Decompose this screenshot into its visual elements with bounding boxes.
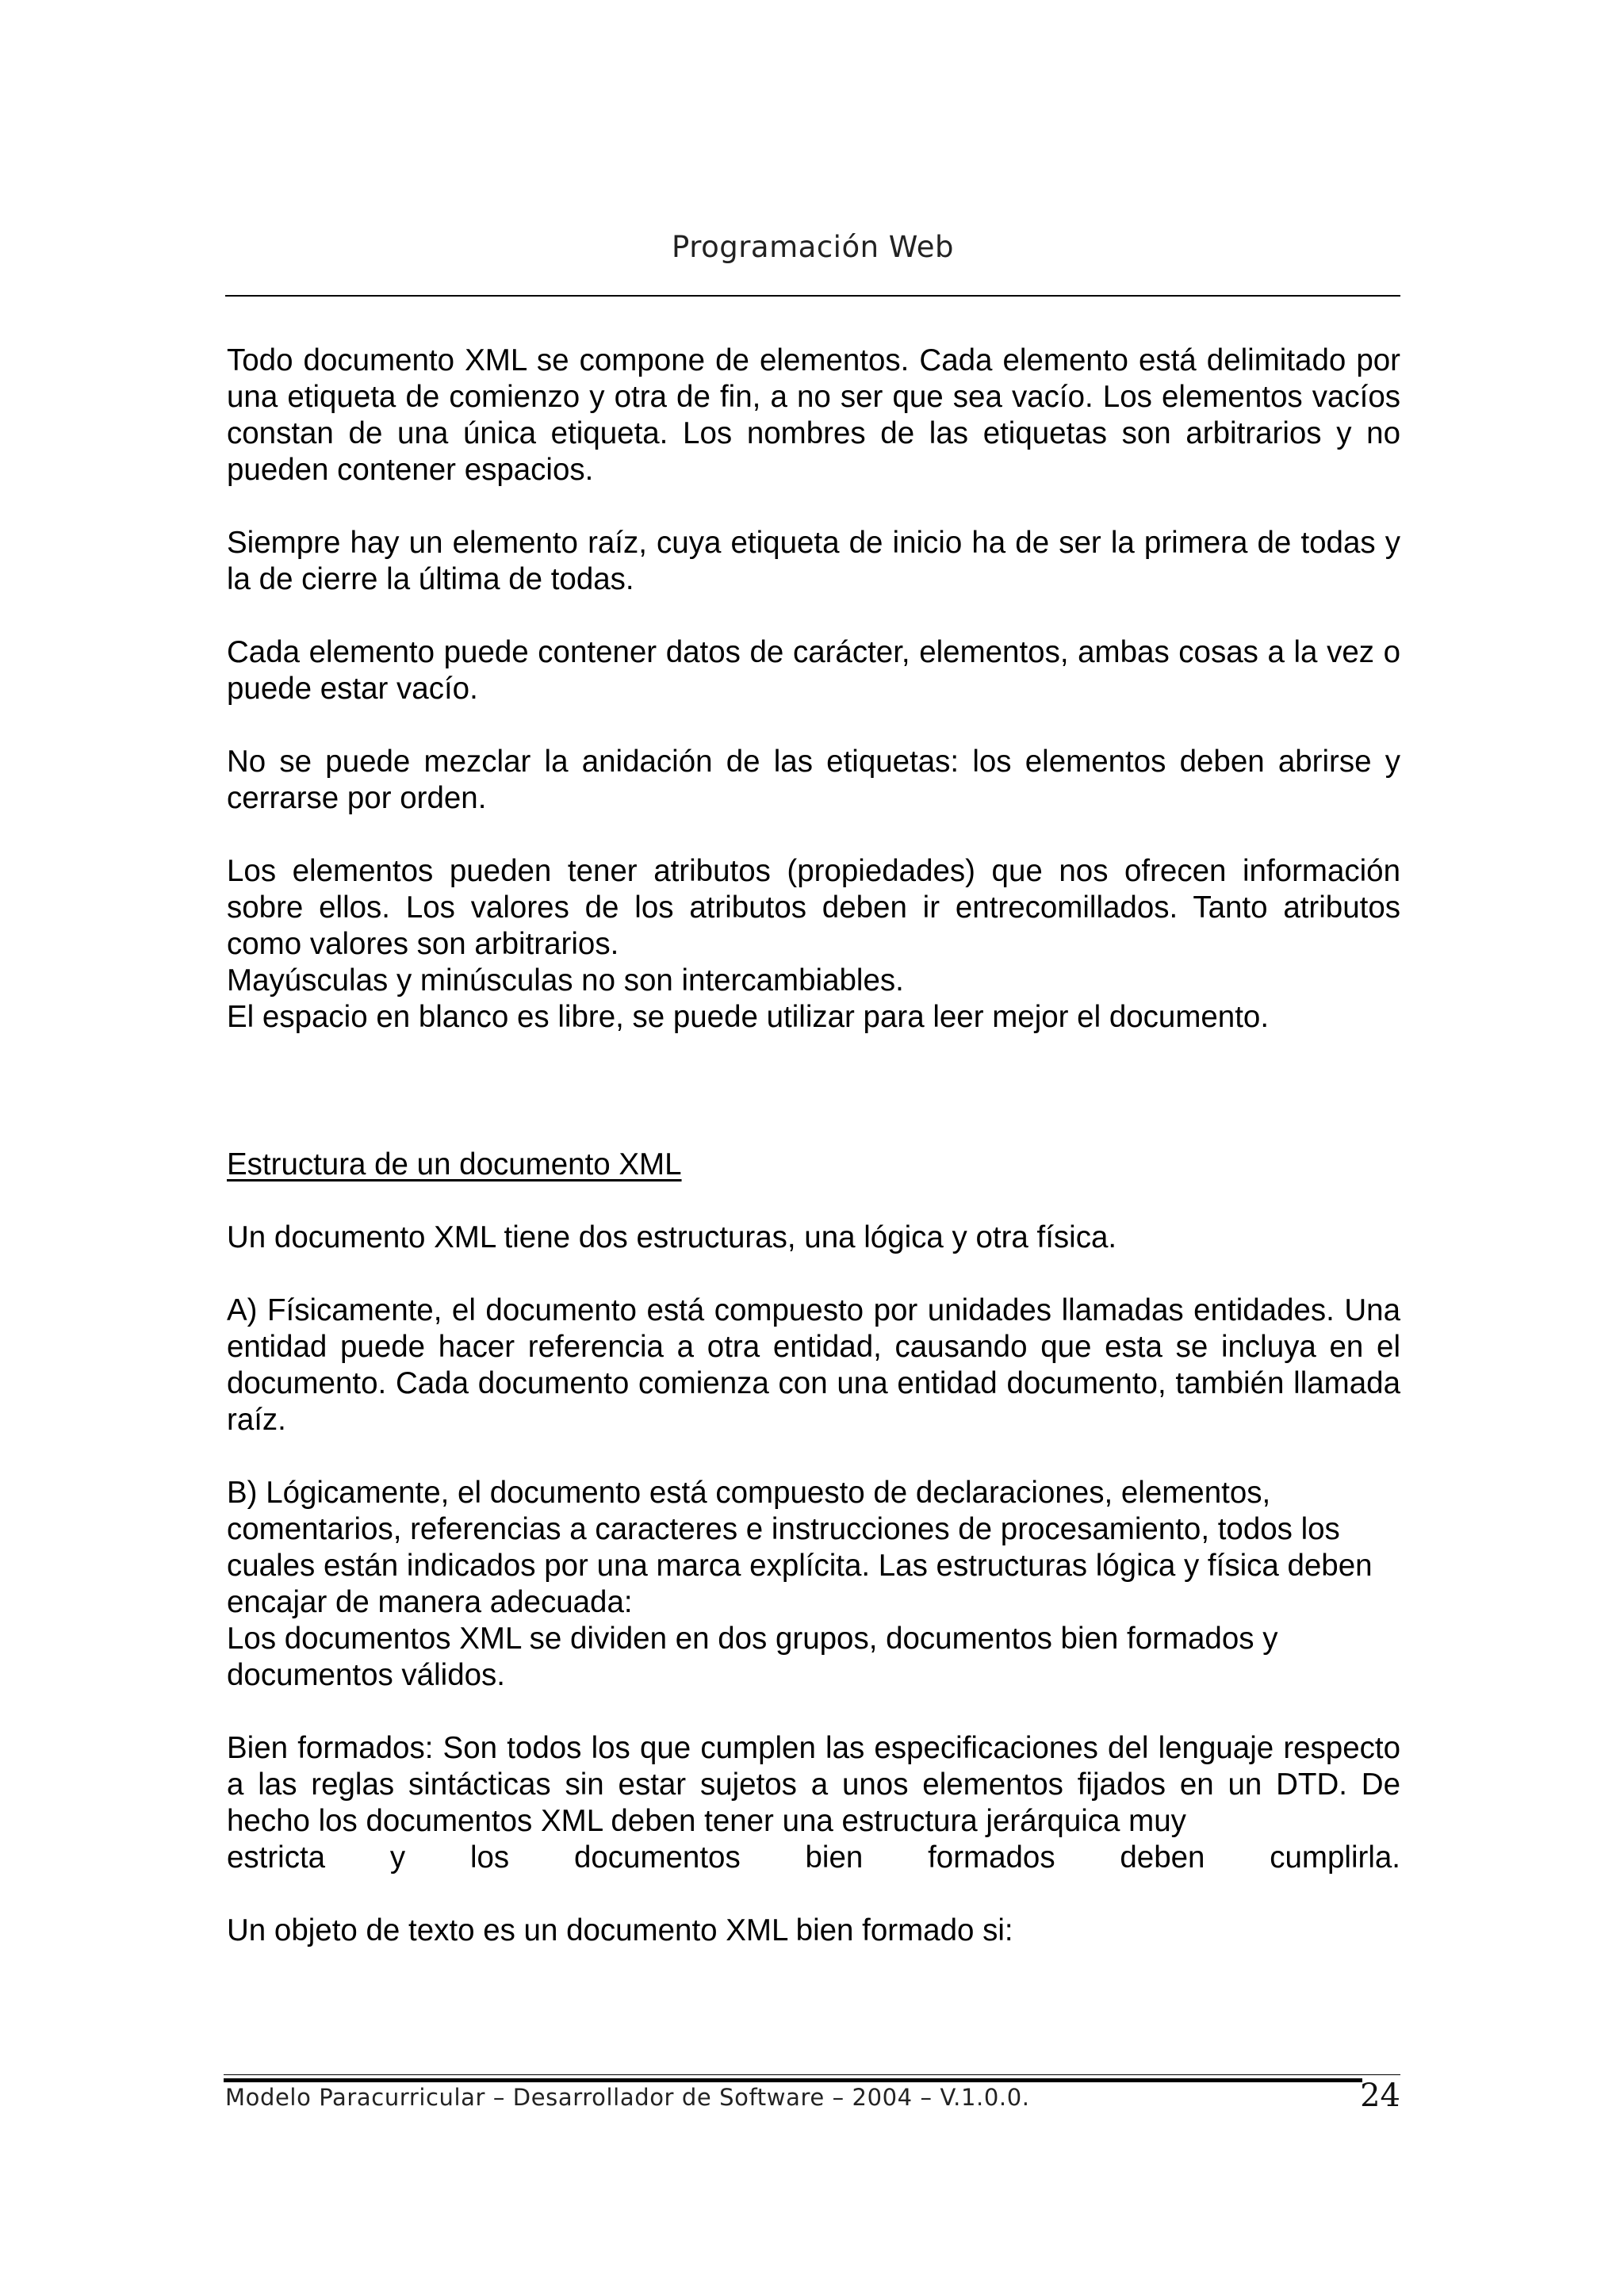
paragraph-line: B) Lógicamente, el documento está compuesto de declaraciones, elementos, comentarios, referencias a caracteres e instrucciones de procesamiento, todos los cuales están indicados por una marca explícita. Las estructuras lógica y física deben encajar de manera adecuada:: [227, 1476, 1373, 1619]
paragraph-attributes: [227, 853, 1400, 1036]
paragraph-line: El espacio en blanco es libre, se puede utilizar para leer mejor el documento.: [227, 1000, 1270, 1034]
footer-divider-thick: [224, 2078, 1362, 2082]
paragraph-line: Mayúsculas y minúsculas no son intercambiables.: [227, 963, 904, 998]
paragraph-text-object: Un objeto de texto es un documento XML bien formado si:: [227, 1913, 1013, 1947]
paragraph-line: Los documentos XML se dividen en dos grupos, documentos bien formados y documentos válidos.: [227, 1622, 1278, 1692]
paragraph-logical: [227, 1475, 1400, 1694]
header-divider: [225, 295, 1400, 297]
page-number: 24: [1360, 2078, 1400, 2114]
footer-divider-thin: [224, 2074, 1400, 2075]
paragraph-physical: A) Físicamente, el documento está compuesto por unidades llamadas entidades. Una entidad puede hacer referencia a otra entidad, causando que esta se incluya en el documento. Cada documento comienza con una entidad documento, también llamada raíz.: [227, 1293, 1400, 1437]
paragraph-root-element: Siempre hay un elemento raíz, cuya etiqueta de inicio ha de ser la primera de todas y la de cierre la última de todas.: [227, 526, 1400, 596]
paragraph-structures: Un documento XML tiene dos estructuras, una lógica y otra física.: [227, 1220, 1117, 1254]
footer-text: Modelo Paracurricular – Desarrollador de Software – 2004 – V.1.0.0.: [225, 2084, 1030, 2111]
paragraph-well-formed: [227, 1730, 1400, 1876]
paragraph-line: estricta y los documentos bien formados deben cumplirla.: [227, 1840, 1400, 1875]
paragraph-nesting: No se puede mezclar la anidación de las etiquetas: los elementos deben abrirse y cerrarse por orden.: [227, 745, 1400, 815]
paragraph-line: Los elementos pueden tener atributos (propiedades) que nos ofrecen información sobre ellos. Los valores de los atributos deben ir entrecomillados. Tanto atributos como valores son arbitrarios.: [227, 854, 1400, 961]
paragraph-element-content: Cada elemento puede contener datos de carácter, elementos, ambas cosas a la vez o puede estar vacío.: [227, 635, 1400, 706]
paragraph-line: Bien formados: Son todos los que cumplen las especificaciones del lenguaje respecto a las reglas sintácticas sin estar sujetos a unos elementos fijados en un DTD. De hecho los documentos XML deben tener una estructura jerárquica muy: [227, 1731, 1400, 1838]
section-heading: Estructura de un documento XML: [227, 1147, 682, 1181]
paragraph-elements: Todo documento XML se compone de elementos. Cada elemento está delimitado por una etiqueta de comienzo y otra de fin, a no ser que sea vacío. Los elementos vacíos constan de una única etiqueta. Los nombres de las etiquetas son arbitrarios y no pueden contener espacios.: [227, 343, 1400, 487]
body-content: [227, 343, 1400, 1986]
running-header: Programación Web: [672, 230, 954, 264]
